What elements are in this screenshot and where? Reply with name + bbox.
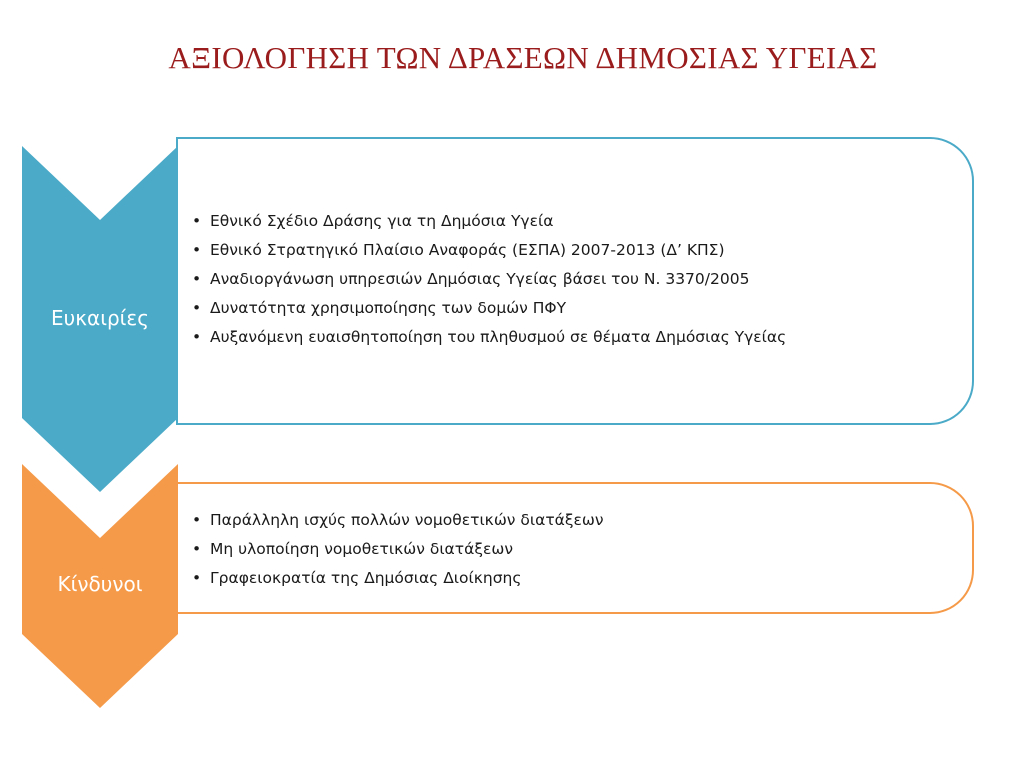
risks-list [192, 506, 604, 593]
slide-title: ΑΞΙΟΛΟΓΗΣΗ ΤΩΝ ΔΡΑΣΕΩΝ ΔΗΜΟΣΙΑΣ ΥΓΕΙΑΣ [168, 40, 878, 75]
risks-card [176, 482, 974, 614]
list-item: • Αυξανόμενη ευαισθητοποίηση του πληθυσμού σε θέματα Δημόσιας Υγείας [192, 323, 786, 352]
list-item: • Εθνικό Σχέδιο Δράσης για τη Δημόσια Υγεία [192, 207, 786, 236]
list-item: • Αναδιοργάνωση υπηρεσιών Δημόσιας Υγείας βάσει του Ν. 3370/2005 [192, 265, 786, 294]
list-item: • Δυνατότητα χρησιμοποίησης των δομών ΠΦΥ [192, 294, 786, 323]
list-item: • Γραφειοκρατία της Δημόσιας Διοίκησης [192, 564, 604, 593]
opportunities-card [176, 137, 974, 425]
opportunities-label: Ευκαιρίες [51, 306, 149, 330]
opportunities-list [192, 207, 786, 352]
risks-label: Κίνδυνοι [57, 572, 143, 596]
list-item: • Μη υλοποίηση νομοθετικών διατάξεων [192, 535, 604, 564]
list-item: • Παράλληλη ισχύς πολλών νομοθετικών διατάξεων [192, 506, 604, 535]
list-item: • Εθνικό Στρατηγικό Πλαίσιο Αναφοράς (ΕΣΠΑ) 2007-2013 (Δ’ ΚΠΣ) [192, 236, 786, 265]
